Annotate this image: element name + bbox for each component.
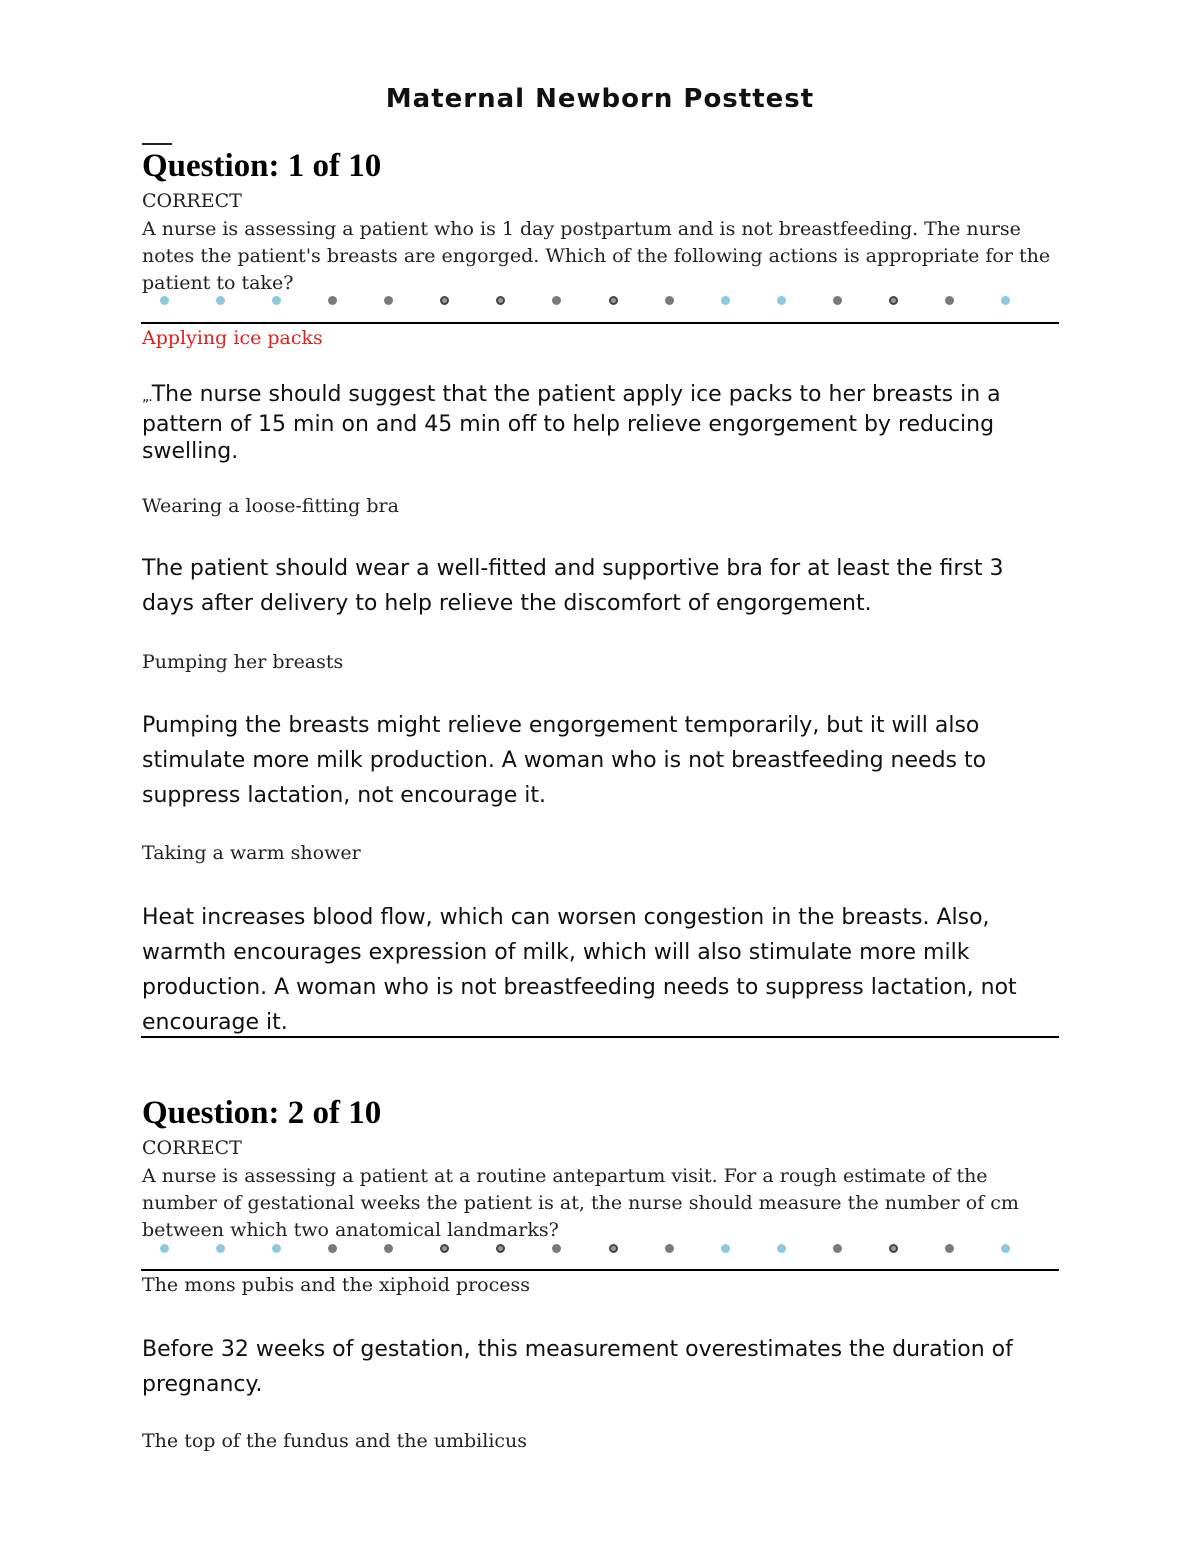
dot <box>665 1244 674 1253</box>
answer-option: Pumping her breasts <box>142 651 344 673</box>
stray-mark: „. <box>142 389 152 405</box>
answer-option: The mons pubis and the xiphoid process <box>142 1274 531 1296</box>
answer-rationale: Pumping the breasts might relieve engorgement temporarily, but it will also stimulate more milk production. A woman who is not breastfeeding needs to suppress lactation, not encourage it. <box>142 713 987 808</box>
dot <box>889 296 898 305</box>
dot <box>721 1244 730 1253</box>
dot <box>272 1244 281 1253</box>
dot <box>272 296 281 305</box>
dot <box>160 296 169 305</box>
divider <box>141 322 1059 324</box>
question-1-heading: Question: 1 of 10 <box>142 148 382 184</box>
dot <box>945 296 954 305</box>
decorative-dot-row <box>160 292 1010 308</box>
dot <box>496 296 505 305</box>
dot <box>328 296 337 305</box>
dot <box>216 296 225 305</box>
dot <box>721 296 730 305</box>
dot <box>384 296 393 305</box>
dot <box>328 1244 337 1253</box>
dot <box>1001 1244 1010 1253</box>
question-1-stem: A nurse is assessing a patient who is 1 day postpartum and is not breastfeeding. The nurse notes the patient's breasts are engorged. Which of the following actions is appropriate for the patient to take? <box>142 218 1051 294</box>
scribble-mark <box>142 137 172 145</box>
decorative-dot-row <box>160 1240 1010 1256</box>
dot <box>496 1244 505 1253</box>
dot <box>777 296 786 305</box>
dot <box>833 1244 842 1253</box>
dot <box>889 1244 898 1253</box>
question-1-status: CORRECT <box>142 190 242 212</box>
answer-option-correct: Applying ice packs <box>142 327 323 349</box>
question-2-stem: A nurse is assessing a patient at a routine antepartum visit. For a rough estimate of the number of gestational weeks the patient is at, the nurse should measure the number of cm between which two anatomical landmarks? <box>142 1165 1019 1241</box>
dot <box>160 1244 169 1253</box>
dot <box>440 296 449 305</box>
answer-rationale: The patient should wear a well-fitted and supportive bra for at least the first 3 days after delivery to help relieve the discomfort of engorgement. <box>142 556 1004 616</box>
answer-option: The top of the fundus and the umbilicus <box>142 1430 528 1452</box>
dot <box>609 1244 618 1253</box>
rationale-text: The nurse should suggest that the patient apply ice packs to her breasts in a pattern of 15 min on and 45 min off to help relieve engorgement by reducing swelling. <box>142 382 1001 464</box>
dot <box>609 296 618 305</box>
dot <box>945 1244 954 1253</box>
dot <box>1001 296 1010 305</box>
dot <box>216 1244 225 1253</box>
answer-rationale <box>142 381 1062 465</box>
dot <box>665 296 674 305</box>
dot <box>440 1244 449 1253</box>
answer-option: Taking a warm shower <box>142 842 361 864</box>
divider <box>141 1036 1059 1038</box>
dot <box>552 1244 561 1253</box>
question-2-heading: Question: 2 of 10 <box>142 1095 382 1131</box>
answer-rationale: Before 32 weeks of gestation, this measurement overestimates the duration of pregnancy. <box>142 1337 1013 1397</box>
dot <box>777 1244 786 1253</box>
answer-rationale: Heat increases blood flow, which can worsen congestion in the breasts. Also, warmth encourages expression of milk, which will also stimulate more milk production. A woman who is not breastfeeding needs to suppress lactation, not encourage it. <box>142 905 1017 1035</box>
dot <box>384 1244 393 1253</box>
dot <box>552 296 561 305</box>
document-title: Maternal Newborn Posttest <box>385 84 815 114</box>
answer-option: Wearing a loose-fitting bra <box>142 495 399 517</box>
divider <box>141 1269 1059 1271</box>
question-2-status: CORRECT <box>142 1137 242 1159</box>
dot <box>833 296 842 305</box>
